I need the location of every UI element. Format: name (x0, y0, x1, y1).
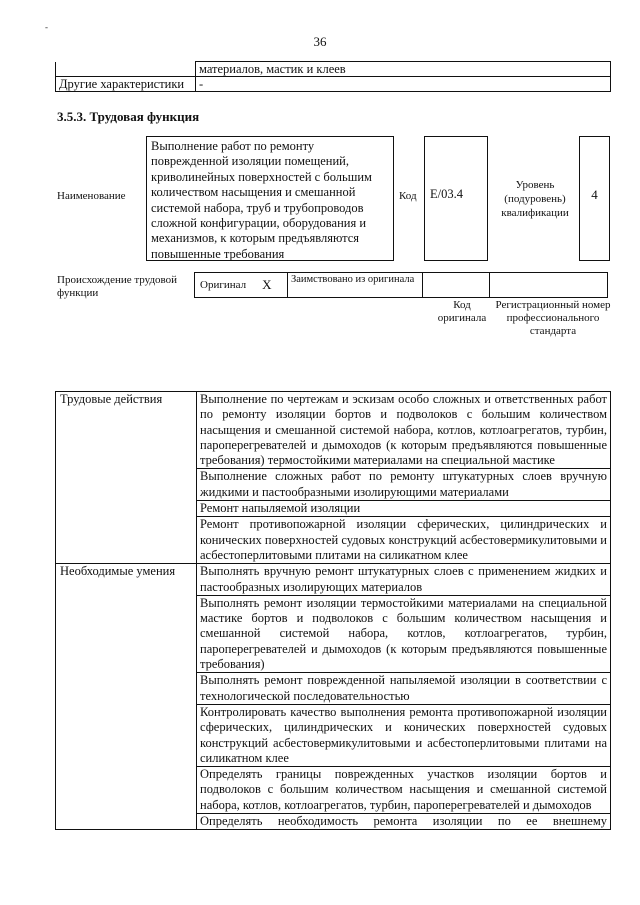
empty-cell (56, 62, 196, 77)
actions-label: Трудовые действия (56, 392, 197, 564)
scan-mark: - (45, 22, 48, 32)
page-number: 36 (313, 34, 327, 49)
borrowed-label: Заимствовано из оригинала (287, 272, 423, 298)
code-value-box: E/03.4 (424, 136, 488, 261)
level-value-box: 4 (579, 136, 610, 261)
origin-original-cell (194, 272, 288, 298)
labor-function-table (55, 391, 611, 830)
table-row (56, 564, 611, 596)
origin-label: Происхождение трудовой функции (57, 274, 178, 299)
table-row (56, 392, 611, 469)
original-mark: X (262, 277, 272, 292)
table-row (56, 77, 611, 92)
level-label: Уровень (подуровень) квалификации (501, 179, 569, 219)
continuation-table (55, 61, 611, 92)
action-item: Ремонт противопожарной изоляции сферических, цилиндрических и конических поверхностей судовых конструкций асбестовермикулитовыми и асбестоперлитовыми плитами на силикатном клее (197, 517, 611, 564)
origin-code-label: Код оригинала (437, 299, 487, 324)
origin-code-cell (422, 272, 490, 298)
reg-number-cell (489, 272, 608, 298)
reg-number-label: Регистрационный номер профессионального стандарта (495, 299, 611, 337)
section-heading: 3.5.3. Трудовая функция (57, 109, 200, 124)
row-label: Другие характеристики (56, 77, 196, 92)
action-item: Ремонт напыляемой изоляции (197, 501, 611, 517)
skill-item: Выполнять вручную ремонт штукатурных слоев с применением жидких и пастообразных изолирующих материалов (197, 564, 611, 596)
skill-item: Определять необходимость ремонта изоляции по ее внешнему (197, 814, 611, 830)
origin-table (195, 272, 611, 298)
code-label: Код (399, 190, 417, 202)
skill-item: Выполнять ремонт поврежденной напыляемой изоляции в соответствии с технологической последовательностью (197, 673, 611, 705)
cell-text: материалов, мастик и клеев (196, 62, 611, 77)
skill-item: Контролировать качество выполнения ремонта противопожарной изоляции сферических, цилиндрических и конических поверхностей судовых конструкций асбестовермикулитовыми и асбестоперлитовыми плитами на силикатном клее (197, 704, 611, 766)
row-value: - (196, 77, 611, 92)
skill-item: Определять границы поврежденных участков изоляции бортов и подволоков с большим количеством насыщения и смешанной системой набора, котлов, котлоагрегатов, турбин, пароперегревателей и дымоходов (197, 767, 611, 814)
action-item: Выполнение сложных работ по ремонту штукатурных слоев вручную жидкими и пастообразными изолирующими материалами (197, 469, 611, 501)
original-label: Оригинал (200, 279, 247, 291)
action-item: Выполнение по чертежам и эскизам особо сложных и ответственных работ по ремонту изоляции бортов и подволоков с большим количеством насыщения и смешанной системой набора, котлов, котлоагрегатов, турбин, пароперегревателей и дымоходов (к которым предъявляются повышенные требования) термостойкими материалами на специальной мастике (197, 392, 611, 469)
skill-item: Выполнять ремонт изоляции термостойкими материалами на специальной мастике бортов и подволоков с большим количеством насыщения и смешанной системой набора, котлов, котлоагрегатов, турбин, пароперегревателей и дымоходов (к которым предъявляются повышенные требования) (197, 595, 611, 672)
function-name-box: Выполнение работ по ремонту поврежденной изоляции помещений, криволинейных поверхностей с большим количеством насыщения и смешанной системой набора, труб и трубопроводов сложной конфигурации, оборудования и механизмов, к которым предъявляются повышенные требования (146, 136, 394, 261)
skills-label: Необходимые умения (56, 564, 197, 830)
name-label: Наименование (57, 190, 126, 202)
table-row (56, 62, 611, 77)
